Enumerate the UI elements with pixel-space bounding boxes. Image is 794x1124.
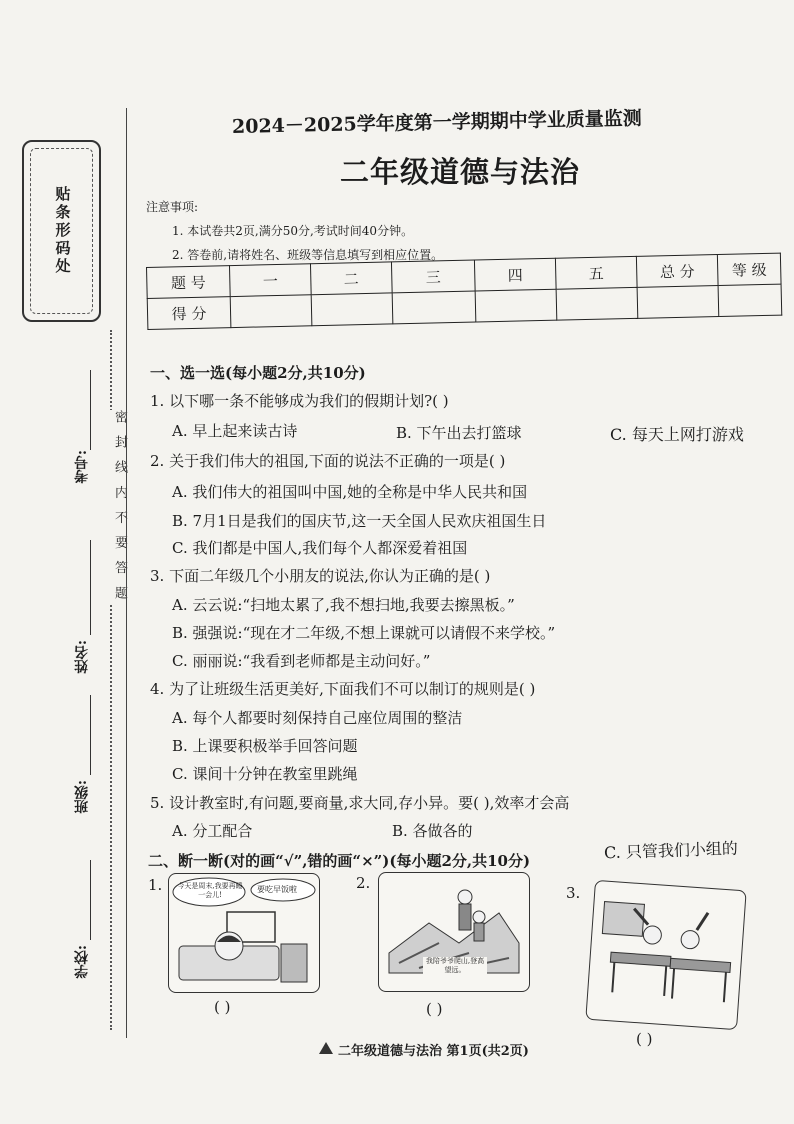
- table-cell: 四: [474, 258, 556, 291]
- page-footer: 二年级道德与法治 第1页(共2页): [338, 1044, 529, 1059]
- table-cell: 一: [229, 264, 311, 297]
- table-cell: 五: [555, 256, 637, 289]
- question-number: 1.: [148, 876, 163, 894]
- score-input-cell[interactable]: [475, 289, 557, 322]
- option: A. 云云说:“扫地太累了,我不想扫地,我要去擦黑板。”: [172, 596, 515, 614]
- answer-paren[interactable]: ( ): [426, 1000, 443, 1018]
- score-input-cell[interactable]: [556, 287, 638, 320]
- question-number: 2.: [356, 874, 371, 892]
- subject-title: 二年级道德与法治: [340, 155, 581, 189]
- notice-item: 1. 本试卷共2页,满分50分,考试时间40分钟。: [172, 224, 414, 238]
- picture-mountain-climb: [378, 872, 530, 992]
- section-title: 一、选一选(每小题2分,共10分): [150, 364, 366, 382]
- table-cell: 二: [310, 262, 392, 295]
- picture-caption: 我陪爷爷爬山,登高望远。: [423, 957, 487, 975]
- question-number: 3.: [566, 884, 581, 902]
- answer-paren[interactable]: ( ): [636, 1030, 653, 1048]
- sticker-label: 贴条形码处: [53, 186, 72, 276]
- option: C. 每天上网打游戏: [610, 425, 744, 444]
- option: B. 7月1日是我们的国庆节,这一天全国人民欢庆祖国生日: [172, 512, 547, 530]
- option: C. 我们都是中国人,我们每个人都深爱着祖国: [172, 539, 468, 557]
- picture-sleeping-boy: [168, 873, 320, 993]
- table-cell: 等 级: [717, 253, 781, 285]
- table-cell: 题 号: [147, 266, 231, 299]
- option: C. 丽丽说:“我看到老师都是主动问好。”: [172, 652, 431, 670]
- score-input-cell[interactable]: [718, 284, 782, 316]
- student-name-label: 姓名:: [74, 640, 90, 674]
- picture-classroom: [585, 880, 746, 1030]
- score-input-cell[interactable]: [311, 293, 393, 326]
- table-cell: 三: [391, 260, 475, 293]
- exam-year-title: 2024－2025学年度第一学期期中学业质量监测: [231, 107, 642, 138]
- table-cell: 得 分: [147, 297, 231, 330]
- question-stem: 3. 下面二年级几个小朋友的说法,你认为正确的是( ): [150, 567, 491, 585]
- school-line[interactable]: [90, 860, 91, 940]
- table-cell: 总 分: [636, 255, 718, 288]
- section-title: 二、断一断(对的画“√”,错的画“×”)(每小题2分,共10分): [148, 852, 531, 870]
- option: C. 课间十分钟在教室里跳绳: [172, 765, 358, 783]
- option: B. 各做各的: [392, 822, 473, 840]
- classroom-illustration: [586, 881, 745, 1029]
- notice-item: 2. 答卷前,请将姓名、班级等信息填写到相应位置。: [172, 248, 444, 262]
- score-input-cell[interactable]: [637, 286, 719, 319]
- option: B. 强强说:“现在才二年级,不想上课就可以请假不来学校。”: [172, 624, 556, 642]
- class-line[interactable]: [90, 695, 91, 775]
- barcode-sticker-area: [22, 140, 101, 322]
- school-label: 学校:: [74, 945, 90, 979]
- score-input-cell[interactable]: [392, 291, 476, 324]
- score-input-cell[interactable]: [230, 295, 312, 328]
- notice-heading: 注意事项:: [146, 200, 199, 214]
- binding-margin-line: [126, 108, 127, 1038]
- question-stem: 5. 设计教室时,有问题,要商量,求大同,存小异。要( ),效率才会高: [150, 794, 570, 812]
- class-label: 班级:: [74, 780, 90, 814]
- option: A. 分工配合: [172, 822, 253, 840]
- exam-number-line[interactable]: [90, 370, 91, 450]
- score-table: [146, 253, 782, 330]
- speech-bubble-boy: 今天是周末,我要再睡一会儿!: [177, 882, 243, 899]
- publisher-logo-icon: [318, 1040, 334, 1059]
- answer-paren[interactable]: ( ): [214, 998, 231, 1016]
- student-name-line[interactable]: [90, 540, 91, 635]
- speech-bubble-mom: 要吃早饭啦: [257, 885, 297, 894]
- question-stem: 1. 以下哪一条不能够成为我们的假期计划?( ): [150, 392, 449, 410]
- question-stem: 2. 关于我们伟大的祖国,下面的说法不正确的一项是( ): [150, 452, 506, 470]
- option: B. 下午出去打篮球: [396, 424, 522, 442]
- option: C. 只管我们小组的: [603, 838, 739, 863]
- exam-number-label: 考号:: [74, 450, 90, 484]
- seal-line-text: 密 封 线 内 不 要 答 题: [112, 410, 127, 603]
- option: A. 每个人都要时刻保持自己座位周围的整洁: [172, 709, 463, 727]
- question-stem: 4. 为了让班级生活更美好,下面我们不可以制订的规则是( ): [150, 680, 536, 698]
- option: A. 我们伟大的祖国叫中国,她的全称是中华人民共和国: [172, 483, 528, 501]
- option: B. 上课要积极举手回答问题: [172, 737, 358, 755]
- option: A. 早上起来读古诗: [172, 422, 298, 440]
